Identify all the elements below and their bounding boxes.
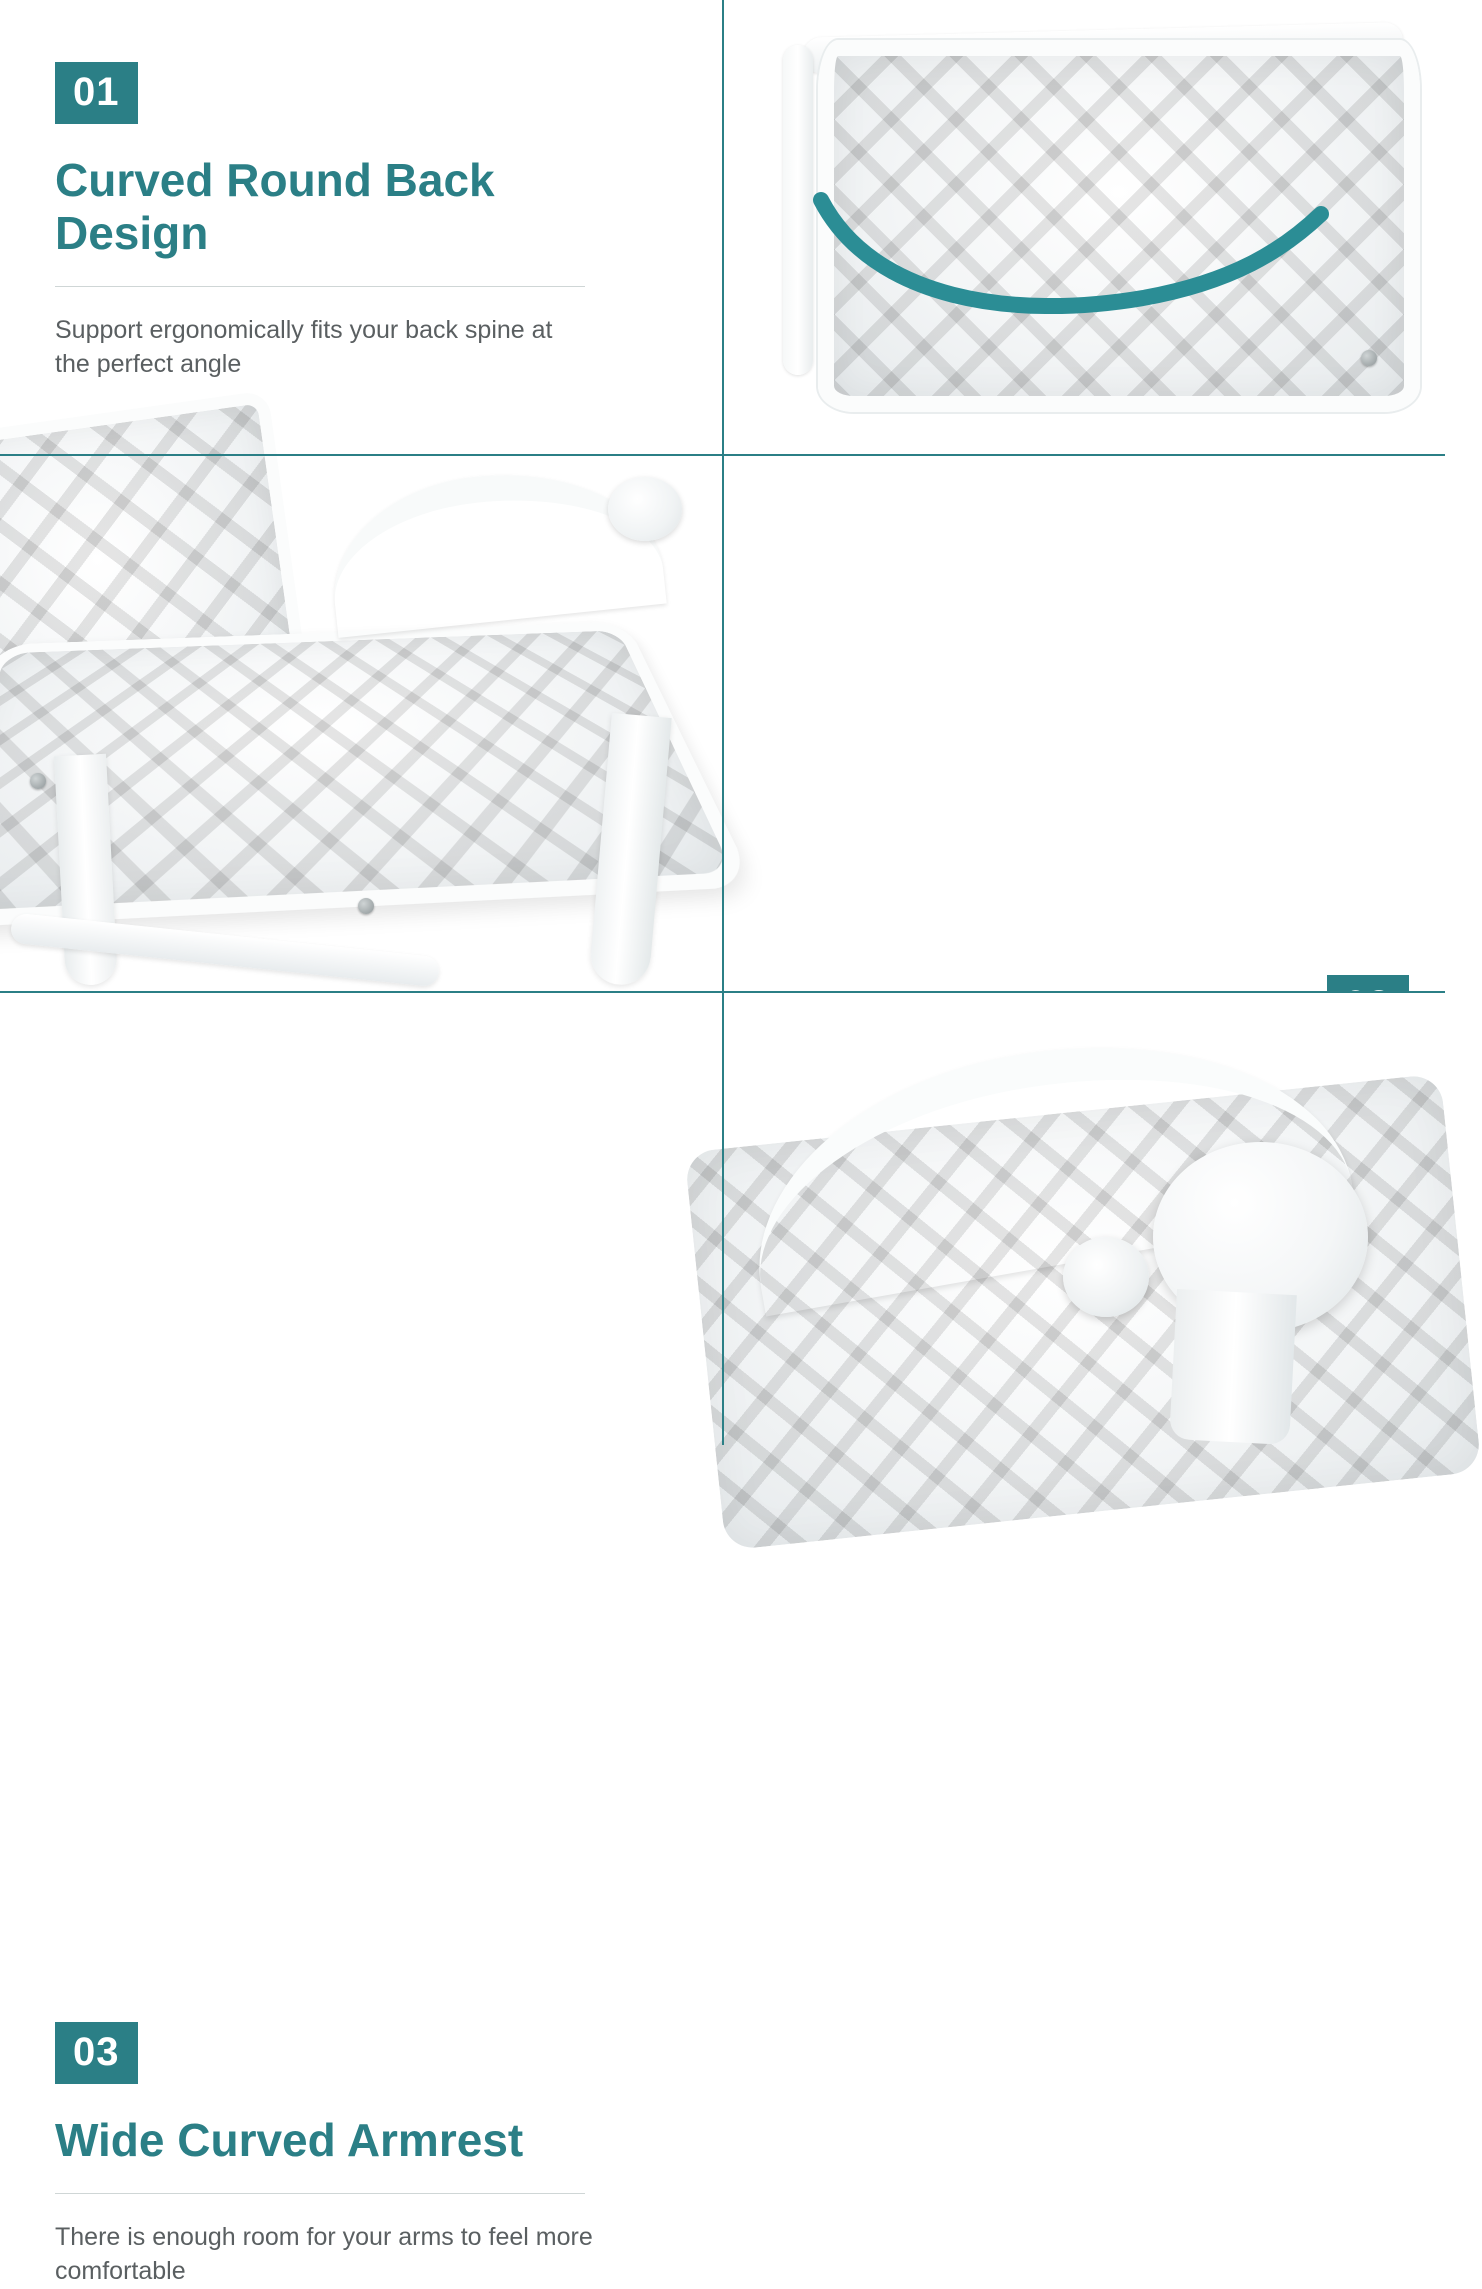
screw-icon bbox=[30, 773, 46, 789]
feature-description-03: There is enough room for your arms to feel more comfortable bbox=[55, 2222, 593, 2286]
divider-vertical-top bbox=[722, 0, 724, 455]
divider-rule-01 bbox=[55, 286, 585, 287]
feature-panel-01 bbox=[0, 0, 723, 455]
divider-rule-03 bbox=[55, 2193, 585, 2194]
feature-image-03 bbox=[723, 992, 1445, 1445]
armrest-curve bbox=[323, 458, 666, 638]
chair-backrest-photo bbox=[723, 0, 1445, 455]
divider-horizontal-top bbox=[0, 454, 1445, 456]
screw-icon bbox=[1361, 350, 1377, 366]
chair-seat-photo bbox=[0, 455, 723, 992]
feature-image-02 bbox=[0, 455, 723, 992]
feature-title-01: Curved Round Back Design bbox=[55, 154, 495, 259]
feature-title-03: Wide Curved Armrest bbox=[55, 2114, 524, 2166]
armrest-support-post bbox=[1169, 1289, 1297, 1445]
armrest-closeup-photo bbox=[723, 992, 1445, 1445]
curve-highlight-icon bbox=[813, 190, 1333, 330]
armrest-knob-detail bbox=[1063, 1237, 1149, 1317]
feature-text-block-03 bbox=[55, 2022, 655, 2289]
feature-image-01 bbox=[723, 0, 1445, 455]
feature-number-badge-01: 01 bbox=[55, 62, 138, 124]
feature-description-01: Support ergonomically fits your back spine at the perfect angle bbox=[55, 315, 553, 379]
screw-icon bbox=[358, 898, 374, 914]
feature-text-block-01 bbox=[55, 62, 655, 382]
divider-vertical-bottom bbox=[722, 992, 724, 1445]
divider-vertical-middle bbox=[722, 455, 724, 992]
divider-horizontal-bottom bbox=[0, 991, 1445, 993]
armrest-scroll-end bbox=[608, 477, 682, 541]
feature-panel-02 bbox=[723, 455, 1445, 992]
backrest-left-post bbox=[783, 45, 813, 375]
feature-number-badge-03: 03 bbox=[55, 2022, 138, 2084]
feature-panel-03 bbox=[0, 992, 723, 2286]
